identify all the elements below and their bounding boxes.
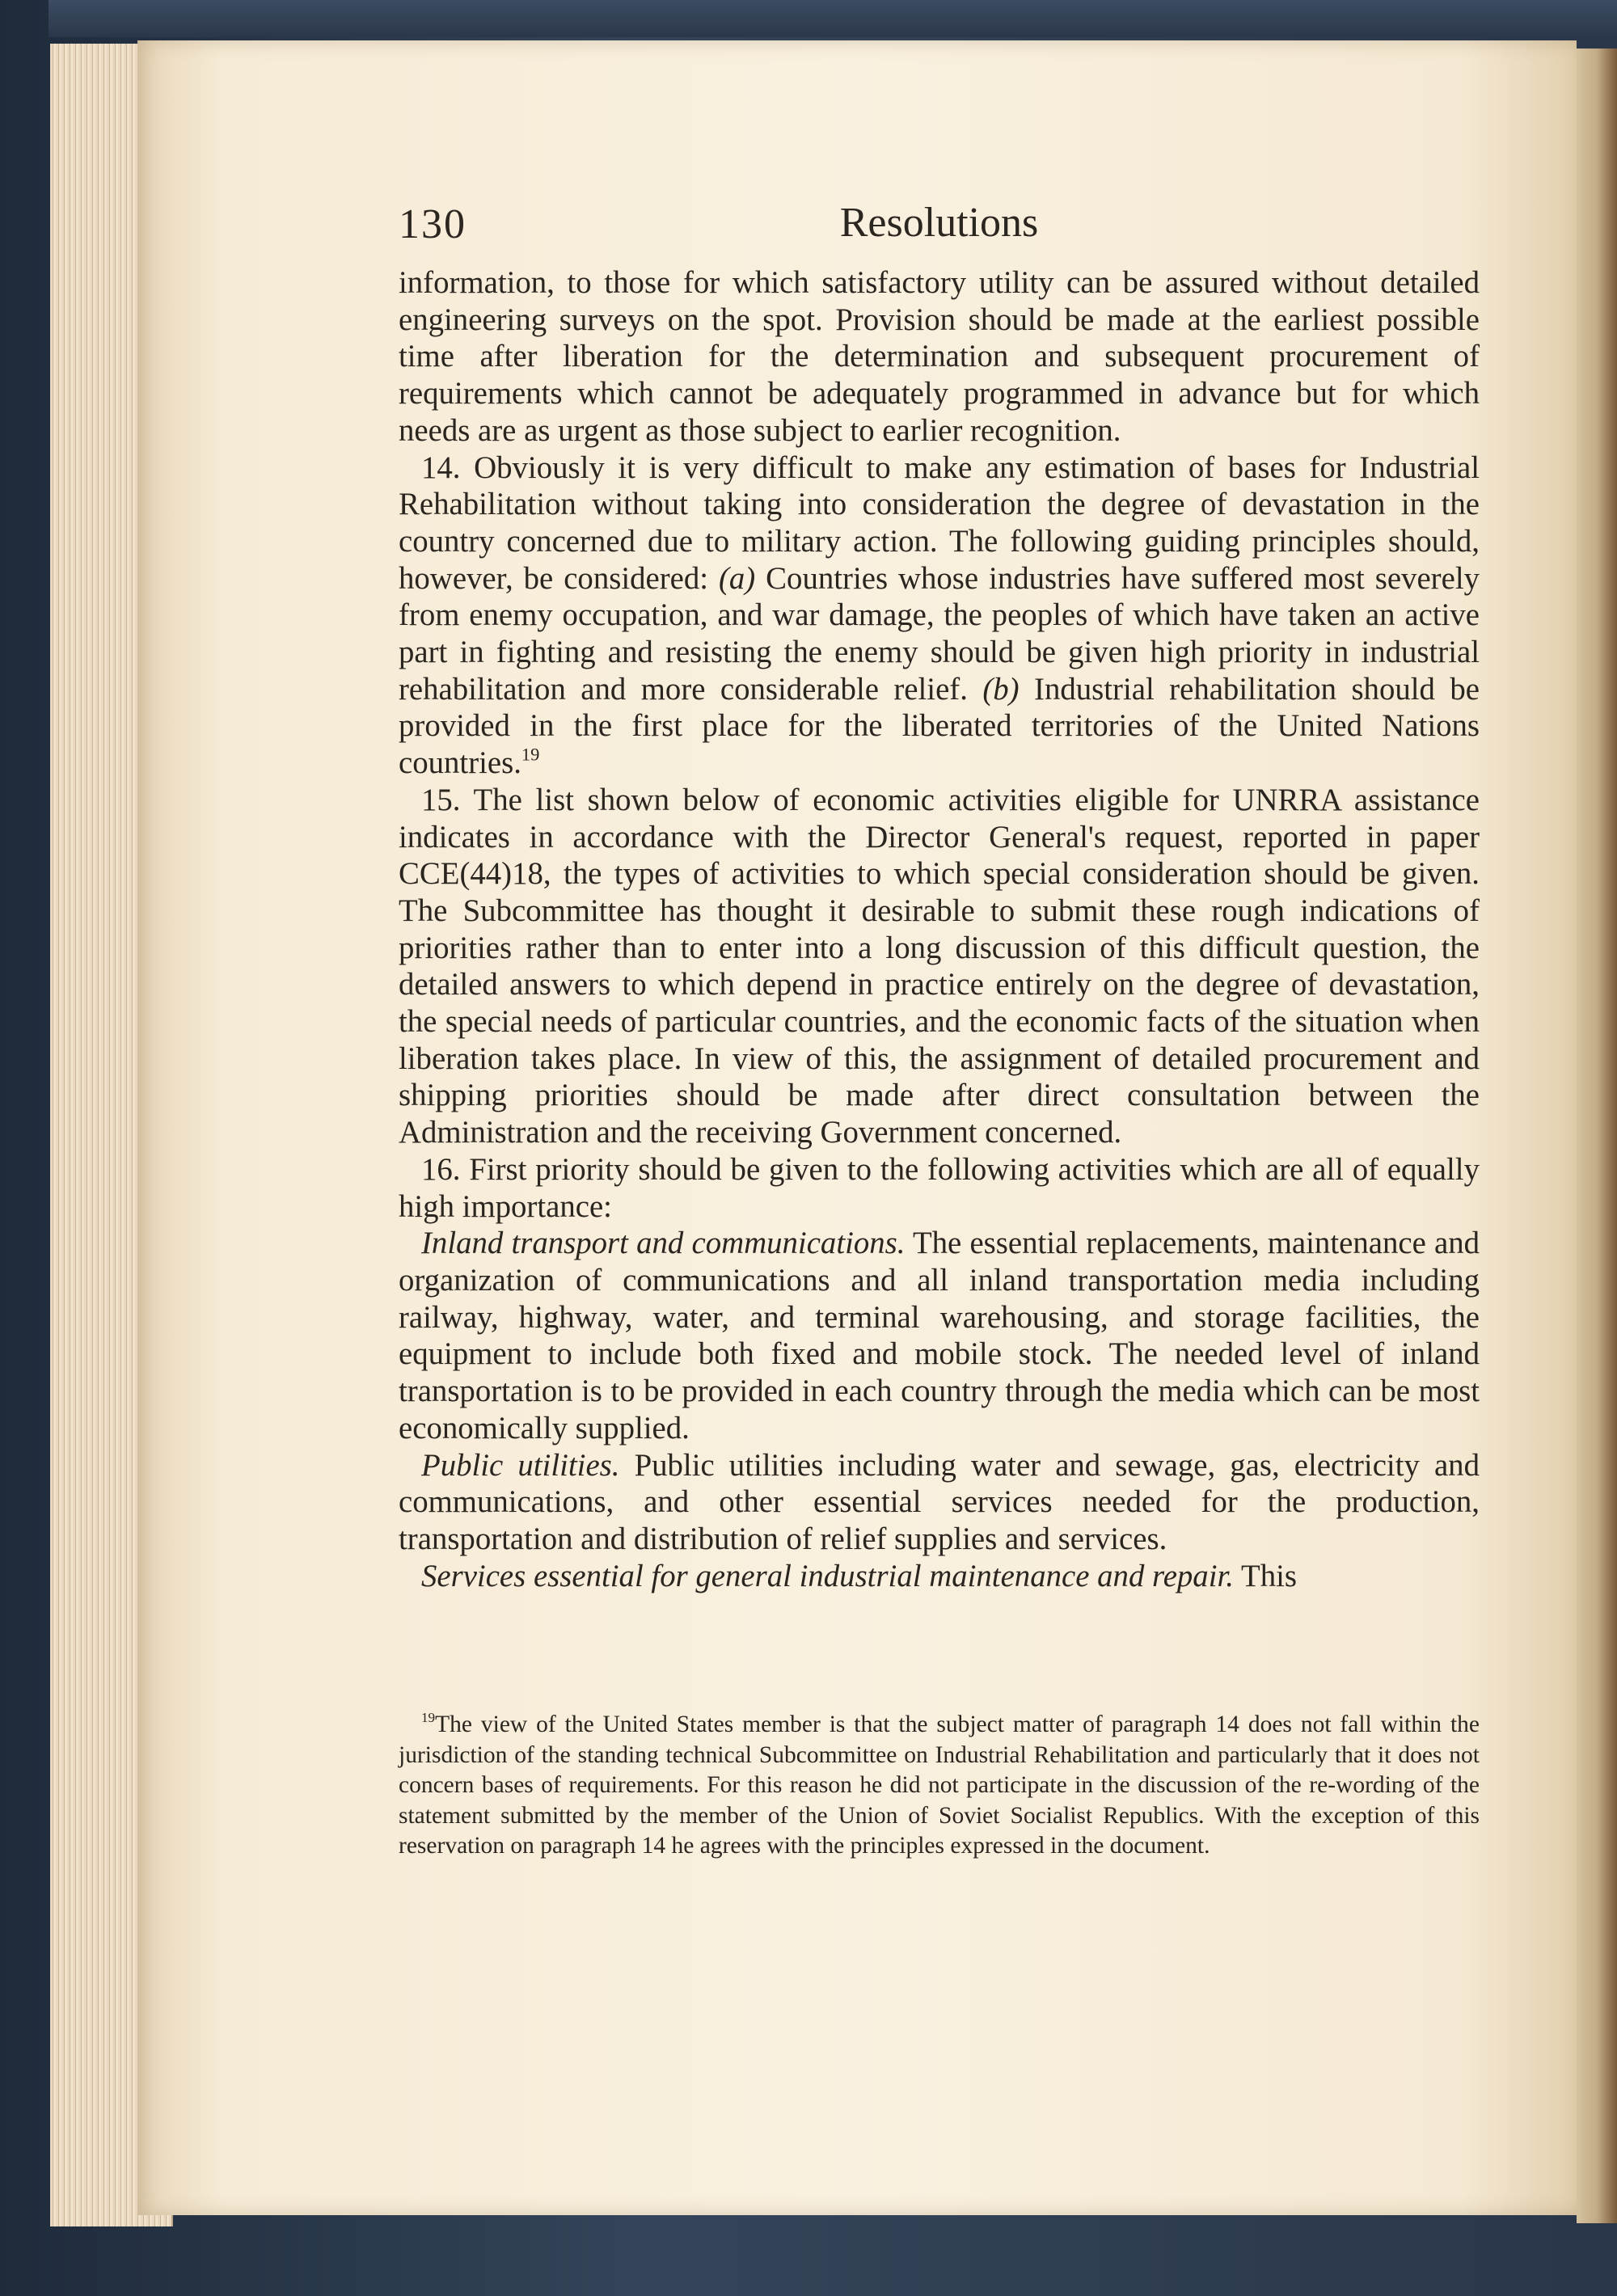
services-item bbox=[399, 1558, 1480, 1595]
public-utilities-text: Public utilities including water and sewage, gas, electricity and communications, and other essential services needed for the production, transportation and distribution of relief supplies and services. bbox=[399, 1447, 1480, 1556]
paragraph-16: 16. First priority should be given to the following activities which are all of equally high importance: bbox=[399, 1151, 1480, 1224]
footnote-text: The view of the United States member is that the subject matter of paragraph 14 does not fall within the jurisdiction of the standing technical Subcommittee on Industrial Rehabilitation and particularly that it does not concern bases of requirements. For this reason he did not participate in the discussion of the re-wording of the statement submitted by the member of the Union of Soviet Socialist Republics. With the exception of this reservation on paragraph 14 he agrees with the principles expressed in the document. bbox=[399, 1711, 1480, 1859]
footnote-paragraph bbox=[399, 1710, 1480, 1862]
paragraph-continued: information, to those for which satisfactory utility can be assured without detailed engineering surveys on the spot. Provision should be made at the earliest possible time after liberation for the determination and subsequent procurement of requirements which cannot be adequately programmed in advance but for which needs are as urgent as those subject to earlier recognition. bbox=[399, 265, 1480, 448]
p14-a-text: Countries whose industries have suffered most severely from enemy occupation, and war damage, the peoples of which have taken an active part in fighting and resisting the enemy should be given high priority in industrial rehabilitation and more considerable relief. bbox=[399, 560, 1480, 707]
right-page-edge bbox=[1577, 49, 1617, 2223]
inland-transport-heading: Inland transport and communications. bbox=[421, 1226, 906, 1261]
inland-transport-text: The essential replacements, maintenance and organization of communications and all inland transportation media including railway, highway, water, and terminal warehousing, and storage facilities, the equipment to include both fixed and mobile stock. The needed level of inland transportation is to be provided in each country through the media which can be most economically supplied. bbox=[399, 1226, 1480, 1446]
book-spine-top bbox=[49, 0, 1617, 37]
paragraph-14 bbox=[399, 449, 1480, 782]
footnote-number: 19 bbox=[421, 1710, 436, 1726]
p14-b-text: Industrial rehabilitation should be provided in the first place for the liberated territories of the United Nations countries. bbox=[399, 671, 1480, 781]
public-utilities-heading: Public utilities. bbox=[421, 1447, 620, 1483]
p14-a-label: (a) bbox=[718, 560, 756, 596]
services-text: This bbox=[1234, 1558, 1297, 1593]
p14-b-label: (b) bbox=[982, 671, 1020, 707]
footnote-ref: 19 bbox=[521, 744, 540, 765]
page-number: 130 bbox=[399, 201, 467, 247]
public-utilities-item bbox=[399, 1447, 1480, 1558]
footnote bbox=[399, 1710, 1480, 1862]
inland-transport-item bbox=[399, 1225, 1480, 1446]
p14-text: 14. Obviously it is very difficult to make any estimation of bases for Industrial Rehabilitation without taking into consideration the degree of devastation in the country concerned due to military action. The following guiding principles should, however, be considered: bbox=[399, 449, 1480, 596]
body-text bbox=[399, 264, 1480, 1594]
paragraph-15: 15. The list shown below of economic activities eligible for UNRRA assistance indicates in accordance with the Director General's request, reported in paper CCE(44)18, the types of activities to which special consideration should be given. The Subcommittee has thought it desirable to submit these rough indications of priorities rather than to enter into a long discussion of this difficult question, the detailed answers to which depend in practice entirely on the degree of devastation, the special needs of particular countries, and the economic facts of the situation when liberation takes place. In view of this, the assignment of detailed procurement and shipping priorities should be made after direct consultation between the Administration and the receiving Government concerned. bbox=[399, 782, 1480, 1150]
page-header bbox=[399, 200, 1480, 257]
running-head: Resolutions bbox=[839, 200, 1039, 246]
services-heading: Services essential for general industrial maintenance and repair. bbox=[421, 1558, 1234, 1593]
